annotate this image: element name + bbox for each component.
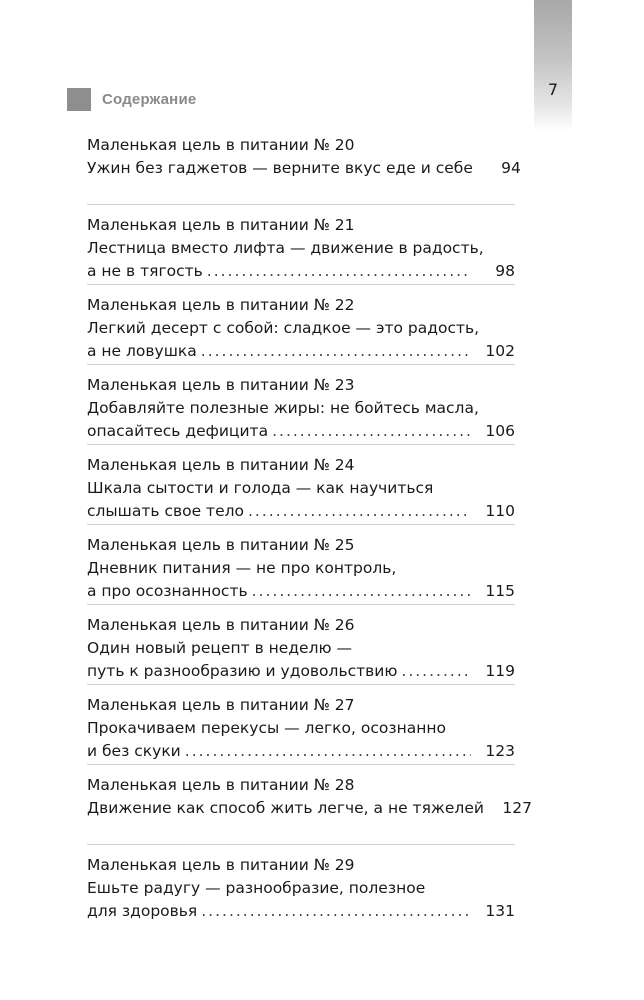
toc-entry-heading: Маленькая цель в питании № 21 (87, 216, 355, 234)
toc-entry[interactable] (87, 374, 515, 454)
toc-entry-page: 123 (485, 742, 515, 760)
toc-entry-title: Дневник питания — не про контроль, (87, 559, 397, 577)
toc-entry-page: 98 (495, 262, 515, 280)
toc-entry-page: 94 (501, 159, 521, 177)
entry-separator (87, 844, 515, 845)
toc-entry-last-line (87, 900, 515, 923)
toc-entry-page: 119 (485, 662, 515, 680)
toc-entry[interactable] (87, 294, 515, 374)
toc-entry-page: 102 (485, 342, 515, 360)
entry-separator (87, 524, 515, 525)
dot-leader (203, 260, 471, 283)
toc-entry-title: Легкий десерт с собой: сладкое — это радость, (87, 319, 480, 337)
section-marker-square (67, 88, 91, 111)
toc-entry-page: 131 (485, 902, 515, 920)
dot-leader (244, 500, 471, 523)
toc-entry-heading: Маленькая цель в питании № 29 (87, 856, 355, 874)
toc-entry-title-cont: слышать свое тело (87, 502, 244, 520)
toc-entry-title: Один новый рецепт в неделю — (87, 639, 352, 657)
dot-leader (268, 420, 471, 443)
toc-entry-title-cont: путь к разнообразию и удовольствию (87, 662, 398, 680)
entry-separator (87, 444, 515, 445)
toc-entry-last-line (87, 740, 515, 763)
toc-entry-last-line (87, 797, 532, 820)
toc-entry-heading: Маленькая цель в питании № 27 (87, 696, 355, 714)
toc-entry-page: 127 (502, 799, 532, 817)
dot-leader (197, 900, 471, 923)
toc-entry-title: Ешьте радугу — разнообразие, полезное (87, 879, 426, 897)
toc-entry[interactable] (87, 854, 515, 934)
dot-leader (397, 660, 471, 683)
toc-entry[interactable] (87, 454, 515, 534)
toc-entry-title: Шкала сытости и голода — как научиться (87, 479, 434, 497)
entry-separator (87, 284, 515, 285)
toc-entry-page: 106 (485, 422, 515, 440)
toc-entry-last-line (87, 157, 521, 180)
toc-entry-last-line (87, 580, 515, 603)
toc-entry[interactable] (87, 534, 515, 614)
entry-separator (87, 604, 515, 605)
toc-entry-heading: Маленькая цель в питании № 20 (87, 136, 355, 154)
toc-entry-last-line (87, 500, 515, 523)
toc-entry[interactable] (87, 694, 515, 774)
entry-separator (87, 204, 515, 205)
table-of-contents (87, 134, 532, 934)
toc-entry-heading: Маленькая цель в питании № 22 (87, 296, 355, 314)
toc-entry[interactable] (87, 774, 532, 854)
toc-entry-heading: Маленькая цель в питании № 28 (87, 776, 355, 794)
toc-entry-heading: Маленькая цель в питании № 26 (87, 616, 355, 634)
toc-entry-title-cont: для здоровья (87, 902, 198, 920)
toc-entry-title-cont: и без скуки (87, 742, 181, 760)
section-title: Содержание (102, 91, 197, 108)
toc-entry-page: 110 (485, 502, 515, 520)
entry-separator (87, 684, 515, 685)
toc-entry-title: Движение как способ жить легче, а не тяжелей (87, 799, 484, 817)
toc-entry-title: Прокачиваем перекусы — легко, осознанно (87, 719, 446, 737)
toc-entry[interactable] (87, 214, 515, 294)
toc-entry-heading: Маленькая цель в питании № 23 (87, 376, 355, 394)
dot-leader (248, 580, 471, 603)
dot-leader (197, 340, 471, 363)
toc-entry-title-cont: опасайтесь дефицита (87, 422, 269, 440)
page-number: 7 (547, 80, 559, 99)
page-edge-tab (534, 0, 572, 132)
toc-entry-title-cont: а про осознанность (87, 582, 248, 600)
toc-entry-last-line (87, 260, 515, 283)
entry-separator (87, 364, 515, 365)
toc-entry[interactable] (87, 614, 515, 694)
toc-entry-heading: Маленькая цель в питании № 25 (87, 536, 355, 554)
section-header (67, 88, 196, 111)
toc-entry-title: Лестница вместо лифта — движение в радость, (87, 239, 484, 257)
toc-entry-title: Ужин без гаджетов — верните вкус еде и себе (87, 159, 473, 177)
toc-entry-heading: Маленькая цель в питании № 24 (87, 456, 355, 474)
dot-leader (181, 740, 471, 763)
toc-entry[interactable] (87, 134, 521, 214)
toc-entry-page: 115 (485, 582, 515, 600)
toc-entry-last-line (87, 340, 515, 363)
toc-entry-last-line (87, 420, 515, 443)
toc-entry-title-cont: а не в тягость (87, 262, 203, 280)
toc-entry-title: Добавляйте полезные жиры: не бойтесь масла, (87, 399, 479, 417)
toc-entry-last-line (87, 660, 515, 683)
entry-separator (87, 764, 515, 765)
toc-entry-title-cont: а не ловушка (87, 342, 197, 360)
